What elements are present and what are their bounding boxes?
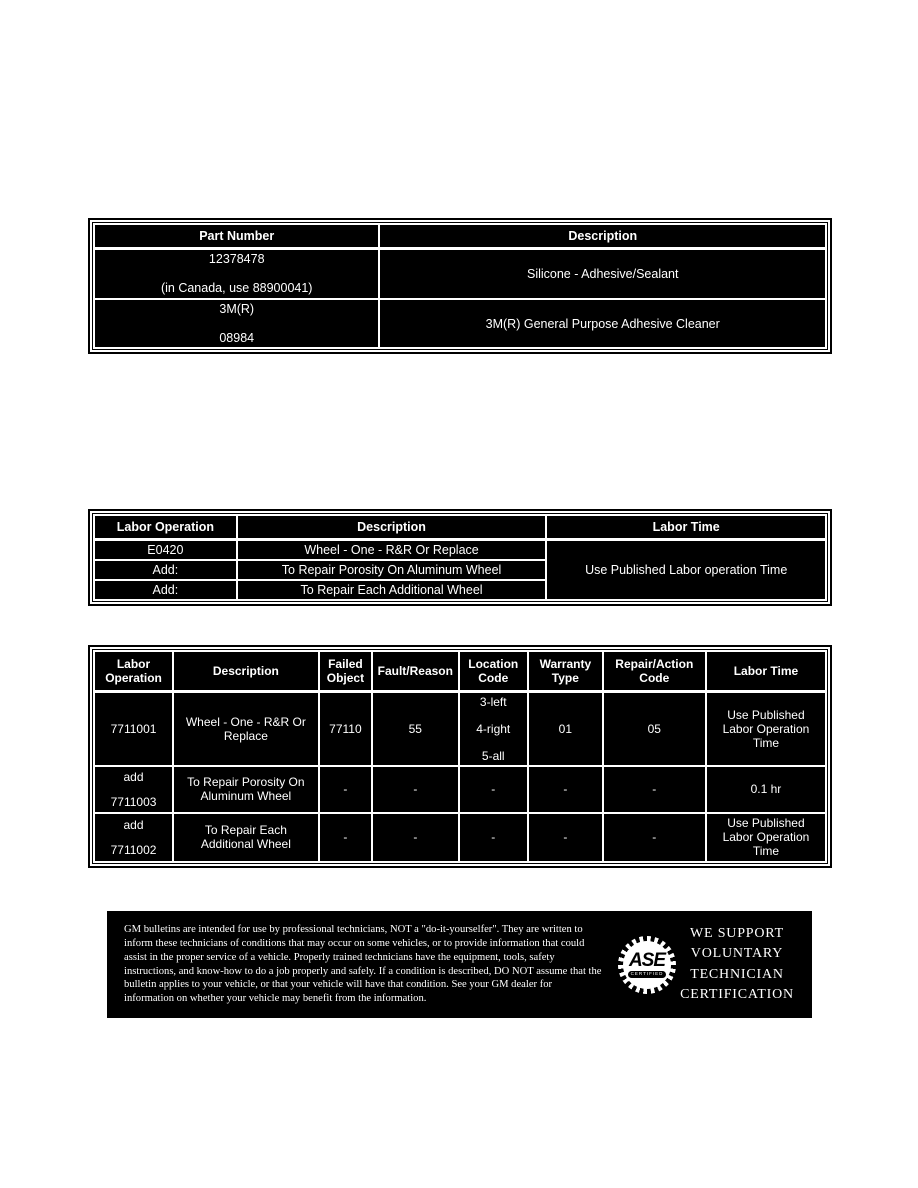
warranty-fault-reason-cell: - bbox=[372, 813, 458, 862]
part-number-cell bbox=[94, 299, 379, 348]
warranty-failed-object-cell: - bbox=[319, 813, 372, 862]
warranty-description-cell: To Repair Each Additional Wheel bbox=[173, 813, 319, 862]
part-description-cell: 3M(R) General Purpose Adhesive Cleaner bbox=[379, 299, 826, 348]
location-code-line: 4-right bbox=[476, 721, 511, 736]
operation-line: add bbox=[123, 769, 144, 784]
warranty-header-failed-object: Failed Object bbox=[319, 651, 372, 691]
table-row bbox=[94, 539, 826, 560]
warranty-fault-reason-cell: 55 bbox=[372, 691, 458, 766]
table-row bbox=[94, 766, 826, 813]
warranty-type-cell: 01 bbox=[528, 691, 603, 766]
operation-line: 7711002 bbox=[110, 842, 157, 857]
warranty-labor-time-cell: 0.1 hr bbox=[706, 766, 826, 813]
labor-time-merged-cell: Use Published Labor operation Time bbox=[546, 539, 826, 600]
warranty-labor-time-cell: Use Published Labor Operation Time bbox=[706, 813, 826, 862]
warranty-description-cell: Wheel - One - R&R Or Replace bbox=[173, 691, 319, 766]
support-line: CERTIFICATION bbox=[680, 986, 794, 1002]
warranty-header-location-code: Location Code bbox=[459, 651, 529, 691]
labor-header-description: Description bbox=[237, 515, 547, 539]
labor-description-cell: To Repair Each Additional Wheel bbox=[237, 580, 547, 600]
labor-table-frame bbox=[88, 509, 832, 606]
table-row bbox=[94, 691, 826, 766]
warranty-location-cell bbox=[459, 691, 529, 766]
table-row bbox=[94, 248, 826, 299]
parts-table bbox=[92, 222, 828, 350]
support-line: VOLUNTARY bbox=[690, 946, 784, 962]
warranty-type-cell: - bbox=[528, 766, 603, 813]
warranty-description-cell: To Repair Porosity On Aluminum Wheel bbox=[173, 766, 319, 813]
gm-disclaimer-text: GM bulletins are intended for use by professional technicians, NOT a "do-it-yourselfer". They are written to inform these technicians of conditions that may occur on some vehicles, or to provide information that could assist in the proper service of a vehicle. Properly trained technicians have the equipment, tools, safety instructions, and know-how to do a job properly and safely. If a condition is described, DO NOT assume that the bulletin applies to your vehicle, or that your vehicle will have that condition. See your GM dealer for information on whether your vehicle may benefit from the information. bbox=[124, 924, 602, 1005]
labor-description-cell: To Repair Porosity On Aluminum Wheel bbox=[237, 560, 547, 580]
warranty-failed-object-cell: - bbox=[319, 766, 372, 813]
labor-description-cell: Wheel - One - R&R Or Replace bbox=[237, 539, 547, 560]
part-number-line: (in Canada, use 88900041) bbox=[160, 281, 313, 296]
ase-certified-logo-icon bbox=[618, 936, 676, 994]
warranty-fault-reason-cell: - bbox=[372, 766, 458, 813]
location-code-line: 3-left bbox=[479, 694, 507, 709]
warranty-repair-action-cell: - bbox=[603, 766, 706, 813]
warranty-table bbox=[92, 649, 828, 864]
warranty-table-frame bbox=[88, 645, 832, 868]
operation-line: add bbox=[123, 817, 144, 832]
table-row bbox=[94, 299, 826, 348]
warranty-repair-action-cell: - bbox=[603, 813, 706, 862]
warranty-operation-cell bbox=[94, 813, 173, 862]
ase-logo-core bbox=[623, 941, 671, 989]
part-number-cell bbox=[94, 248, 379, 299]
warranty-header-repair-action: Repair/Action Code bbox=[603, 651, 706, 691]
labor-header-operation: Labor Operation bbox=[94, 515, 237, 539]
ase-certified-text: CERTIFIED bbox=[630, 971, 664, 977]
location-code-line: 5-all bbox=[481, 748, 505, 763]
warranty-location-cell: - bbox=[459, 766, 529, 813]
labor-header-time: Labor Time bbox=[546, 515, 826, 539]
labor-operation-cell: Add: bbox=[94, 560, 237, 580]
ase-certified-band bbox=[628, 971, 667, 978]
warranty-header-row bbox=[94, 651, 826, 691]
warranty-repair-action-cell: 05 bbox=[603, 691, 706, 766]
part-description-cell: Silicone - Adhesive/Sealant bbox=[379, 248, 826, 299]
warranty-header-fault-reason: Fault/Reason bbox=[372, 651, 458, 691]
labor-header-row bbox=[94, 515, 826, 539]
gm-disclaimer-box bbox=[107, 911, 812, 1018]
warranty-type-cell: - bbox=[528, 813, 603, 862]
support-line: WE SUPPORT bbox=[690, 925, 784, 941]
parts-header-row bbox=[94, 224, 826, 248]
part-number-line: 12378478 bbox=[208, 252, 265, 267]
warranty-labor-time-cell: Use Published Labor Operation Time bbox=[706, 691, 826, 766]
warranty-header-description: Description bbox=[173, 651, 319, 691]
ase-logo-text: ASE bbox=[628, 950, 666, 972]
labor-table bbox=[92, 513, 828, 602]
labor-operation-cell: Add: bbox=[94, 580, 237, 600]
operation-line: 7711003 bbox=[110, 794, 157, 809]
table-row bbox=[94, 813, 826, 862]
we-support-text bbox=[676, 924, 798, 1005]
warranty-header-labor-time: Labor Time bbox=[706, 651, 826, 691]
parts-header-description: Description bbox=[379, 224, 826, 248]
warranty-location-cell: - bbox=[459, 813, 529, 862]
labor-operation-cell: E0420 bbox=[94, 539, 237, 560]
parts-header-part-number: Part Number bbox=[94, 224, 379, 248]
part-number-line: 08984 bbox=[219, 331, 255, 345]
support-line: TECHNICIAN bbox=[690, 966, 784, 982]
warranty-header-operation: Labor Operation bbox=[94, 651, 173, 691]
warranty-operation-cell bbox=[94, 766, 173, 813]
parts-table-frame bbox=[88, 218, 832, 354]
warranty-operation-cell: 7711001 bbox=[94, 691, 173, 766]
warranty-header-warranty-type: Warranty Type bbox=[528, 651, 603, 691]
warranty-failed-object-cell: 77110 bbox=[319, 691, 372, 766]
part-number-line: 3M(R) bbox=[219, 302, 255, 316]
